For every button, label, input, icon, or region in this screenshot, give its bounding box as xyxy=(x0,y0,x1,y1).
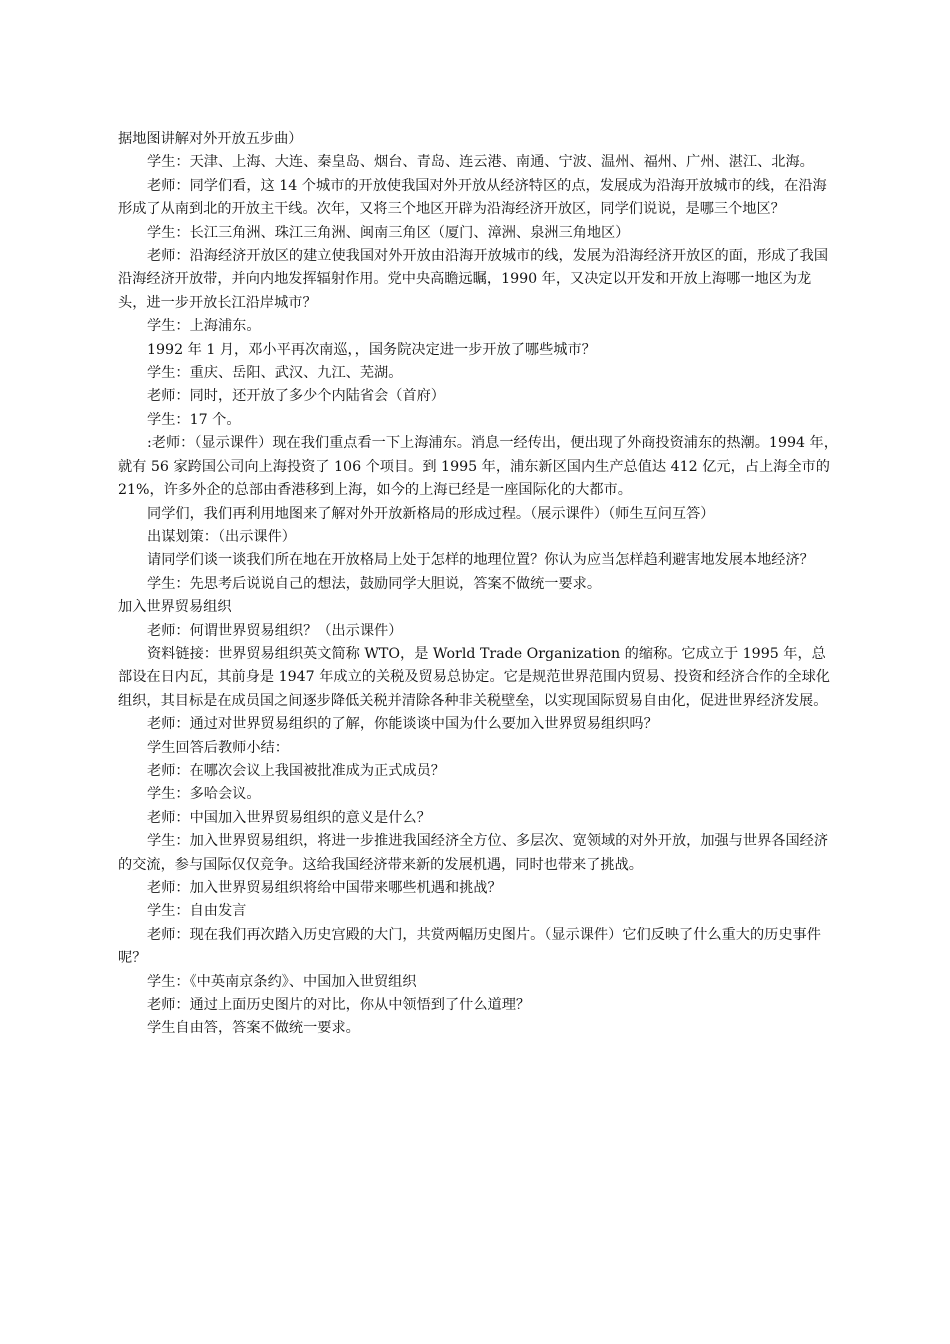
paragraph: 请同学们谈一谈我们所在地在开放格局上处于怎样的地理位置？你认为应当怎样趋利避害地发展本地经济？ xyxy=(147,552,814,569)
document-page xyxy=(118,128,838,1041)
paragraph: 学生自由答，答案不做统一要求。 xyxy=(147,1020,360,1037)
paragraph: 学生：《中英南京条约》、中国加入世贸组织 xyxy=(147,973,417,990)
paragraph: 学生：17 个。 xyxy=(147,411,241,428)
paragraph: 据地图讲解对外开放五步曲） xyxy=(118,131,303,147)
section-heading: 加入世界贸易组织 xyxy=(118,599,232,616)
paragraph: 学生回答后教师小结： xyxy=(147,739,289,756)
paragraph: 资料链接：世界贸易组织英文简称 WTO，是 World Trade Organization 的缩称。它成立于 1995 年，总部设在日内瓦，其前身是 1947 年成立的关税及贸易总协定。它是规范世界范围内贸易、投资和经济合作的全球化组织，其目标是在成员国之间逐步降低关税并清除各种非关税壁垒，以实现国际贸易自由化，促进世界经济发展。 xyxy=(118,645,830,709)
paragraph: 老师：在哪次会议上我国被批准成为正式成员？ xyxy=(147,762,445,779)
paragraph: 老师：现在我们再次踏入历史宫殿的大门，共赏两幅历史图片。（显示课件）它们反映了什么重大的历史事件呢？ xyxy=(118,926,821,967)
paragraph: 1992 年 1 月，邓小平再次南巡，，国务院决定进一步开放了哪些城市？ xyxy=(147,341,596,358)
paragraph: 学生：重庆、岳阳、武汉、九江、芜湖。 xyxy=(147,365,403,382)
paragraph: 老师：沿海经济开放区的建立使我国对外开放由沿海开放城市的线，发展为沿海经济开放区的面，形成了我国沿海经济开放带，并向内地发挥辐射作用。党中央高瞻远瞩，1990 年，又决定以开发和开放上海哪一地区为龙头，进一步开放长江沿岸城市？ xyxy=(118,248,829,311)
paragraph: 老师：同学们看，这 14 个城市的开放使我国对外开放从经济特区的点，发展成为沿海开放城市的线，在沿海形成了从南到北的开放主干线。次年，又将三个地区开辟为沿海经济开放区，同学们说说，是哪三个地区？ xyxy=(118,177,827,218)
paragraph: 老师：中国加入世界贸易组织的意义是什么？ xyxy=(147,809,431,826)
paragraph: 学生：多哈会议。 xyxy=(147,786,261,803)
paragraph: 学生：自由发言 xyxy=(147,903,247,920)
paragraph: 老师：同时，还开放了多少个内陆省会（首府） xyxy=(147,388,445,405)
paragraph: 学生：加入世界贸易组织，将进一步推进我国经济全方位、多层次、宽领域的对外开放，加强与世界各国经济的交流，参与国际仅仅竞争。这给我国经济带来新的发展机遇，同时也带来了挑战。 xyxy=(118,833,829,873)
paragraph: 出谋划策：（出示课件） xyxy=(147,528,296,545)
paragraph: 老师：通过对世界贸易组织的了解，你能谈谈中国为什么要加入世界贸易组织吗？ xyxy=(147,716,658,733)
paragraph: 同学们，我们再利用地图来了解对外开放新格局的形成过程。（展示课件）（师生互问互答） xyxy=(147,505,715,522)
paragraph: :老师：（显示课件）现在我们重点看一下上海浦东。消息一经传出，便出现了外商投资浦东的热潮。1994 年，就有 56 家跨国公司向上海投资了 106 个项目。到 1995 年，浦东新区国内生产总值达 412 亿元，占上海全市的 21%，许多外企的总部由香港移到上海，如今的上海已经是一座国际化的大都市。 xyxy=(118,435,838,499)
paragraph: 老师：加入世界贸易组织将给中国带来哪些机遇和挑战？ xyxy=(147,880,502,896)
paragraph: 学生：长江三角洲、珠江三角洲、闽南三角区（厦门、漳洲、泉洲三角地区） xyxy=(147,224,630,241)
paragraph: 学生：先思考后说说自己的想法，鼓励同学大胆说，答案不做统一要求。 xyxy=(147,575,602,592)
paragraph: 老师：通过上面历史图片的对比，你从中领悟到了什么道理？ xyxy=(147,997,531,1014)
paragraph: 老师：何谓世界贸易组织？（出示课件） xyxy=(147,622,403,639)
paragraph: 学生：上海浦东。 xyxy=(147,318,261,335)
paragraph: 学生：天津、上海、大连、秦皇岛、烟台、青岛、连云港、南通、宁波、温州、福州、广州、湛江、北海。 xyxy=(147,154,814,171)
